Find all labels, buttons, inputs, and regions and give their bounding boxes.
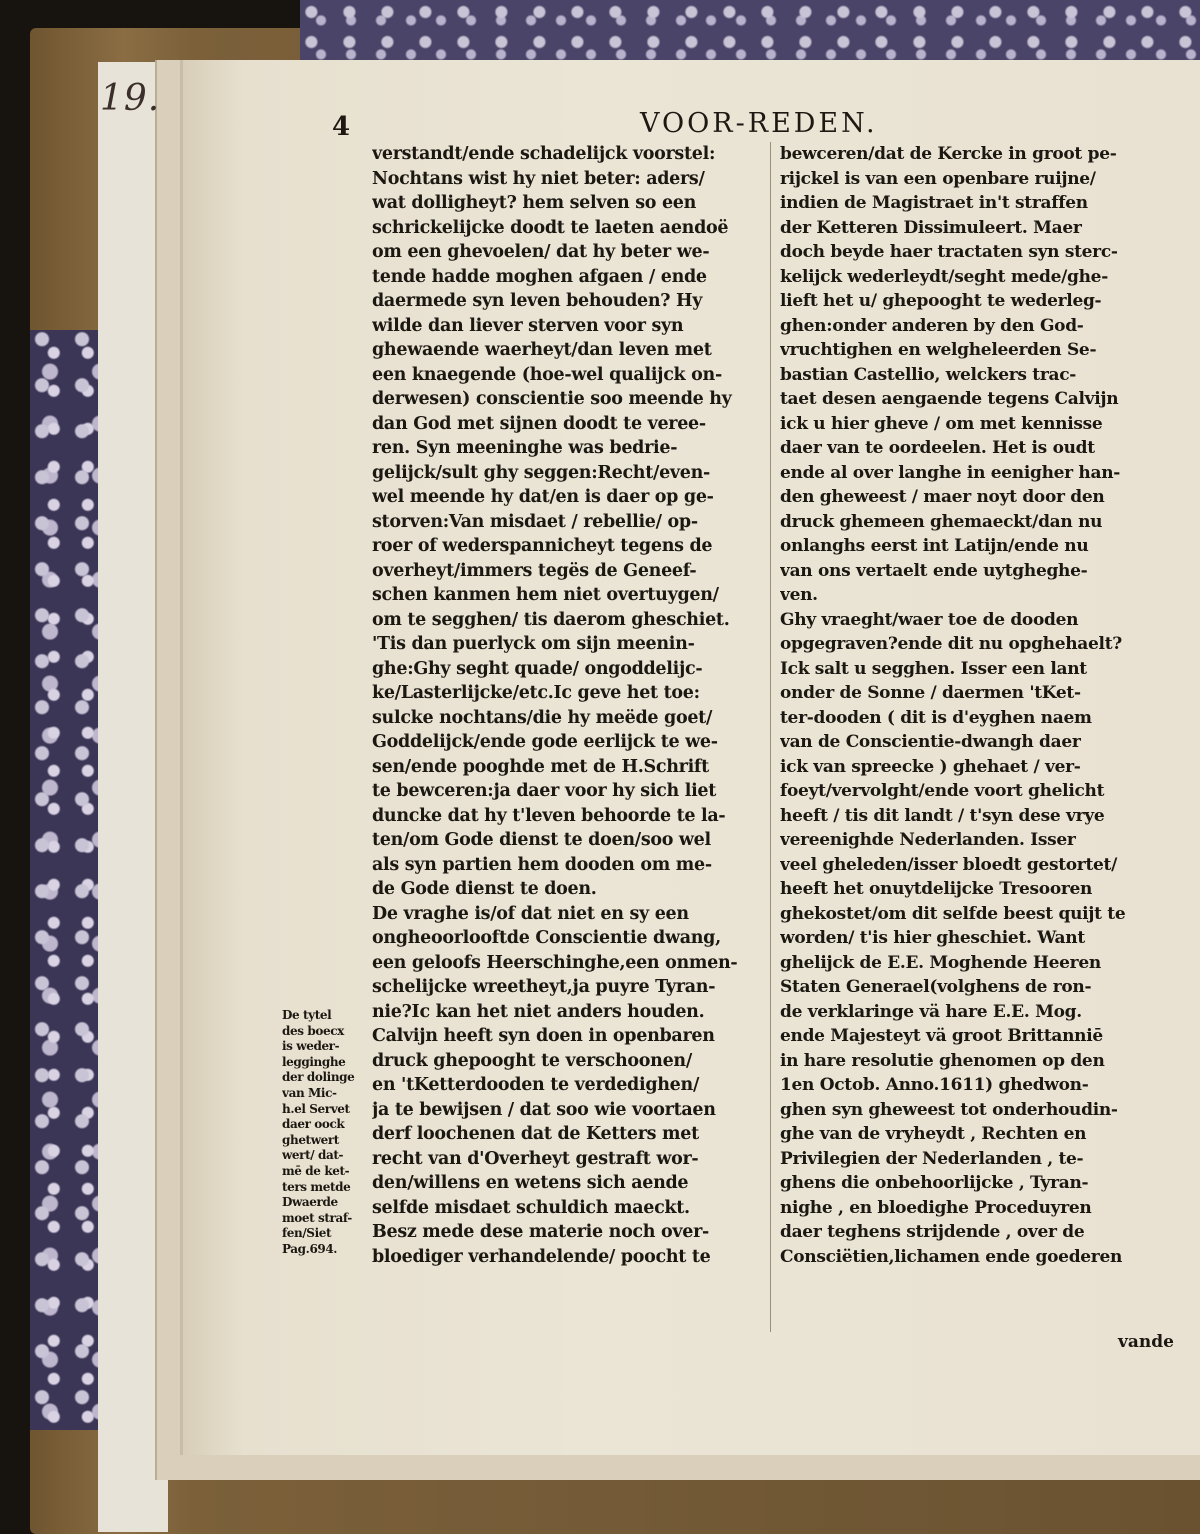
text-line: daermede syn leven behouden? Hy <box>372 291 703 311</box>
text-line: ter-dooden ( dit is d'eyghen naem <box>780 707 1092 728</box>
marginal-line: is weder- <box>282 1039 340 1054</box>
text-line: nie?Ic kan het niet anders houden. <box>372 1001 705 1022</box>
text-line: Ick salt u segghen. Isser een lant <box>780 658 1087 679</box>
text-line: ick u hier gheve / om met kennisse <box>780 413 1103 434</box>
text-line: vruchtighen en welgheleerden Se- <box>780 340 1097 360</box>
text-line: ongheoorlooftde Conscientie dwang, <box>372 928 721 948</box>
marginal-line: wert/ dat- <box>282 1148 344 1163</box>
text-line: sen/ende pooghde met de H.Schrift <box>372 756 709 777</box>
marginal-line: mē de ket- <box>282 1163 350 1178</box>
text-line: ick van spreecke ) ghehaet / ver- <box>780 756 1081 777</box>
text-line: ke/Lasterlijcke/etc.Ic geve het toe: <box>372 683 700 703</box>
text-line: vereenighde Nederlanden. Isser <box>780 830 1076 850</box>
right-column <box>780 142 1184 1269</box>
text-line: schelijcke wreetheyt,ja puyre Tyran- <box>372 977 716 997</box>
text-line: ende al over langhe in eenigher han- <box>780 462 1121 483</box>
text-line: heeft / tis dit landt / t'syn dese vrye <box>780 805 1105 826</box>
left-column <box>372 142 764 1269</box>
text-line: taet desen aengaende tegens Calvijn <box>780 389 1119 409</box>
text-line: ghewaende waerheyt/dan leven met <box>372 340 712 360</box>
text-line: Nochtans wist hy niet beter: aders/ <box>372 168 705 189</box>
text-line: worden/ t'is hier gheschiet. Want <box>780 928 1085 948</box>
text-line: de Gode dienst te doen. <box>372 879 597 899</box>
text-line: de verklaringe vä hare E.E. Mog. <box>780 1001 1082 1022</box>
text-line: derf loochenen dat de Ketters met <box>372 1124 699 1144</box>
text-line: kelijck wederleydt/seght mede/ghe- <box>780 266 1108 287</box>
text-line: verstandt/ende schadelijck voorstel: <box>372 144 716 164</box>
text-line: 1en Octob. Anno.1611) ghedwon- <box>780 1075 1089 1095</box>
text-line: ghelijck de E.E. Moghende Heeren <box>780 952 1101 973</box>
marbled-endpaper-side <box>30 330 100 1430</box>
page-number: 4 <box>332 112 351 142</box>
text-line: ren. Syn meeninghe was bedrie- <box>372 438 678 458</box>
text-line: derwesen) conscientie soo meende hy <box>372 389 732 409</box>
text-line: Besz mede dese materie noch over- <box>372 1222 709 1242</box>
text-line: druck ghemeen ghemaeckt/dan nu <box>780 511 1103 532</box>
text-line: rijckel is van een openbare ruijne/ <box>780 168 1096 189</box>
text-line: foeyt/vervolght/ende voort ghelicht <box>780 781 1105 801</box>
text-line: van ons vertaelt ende uytgheghe- <box>780 560 1088 581</box>
text-line: om een ghevoelen/ dat hy beter we- <box>372 242 710 262</box>
text-line: schen kanmen hem niet overtuygen/ <box>372 585 719 605</box>
text-line: Calvijn heeft syn doen in openbaren <box>372 1026 715 1046</box>
text-line: ghekostet/om dit selfde beest quijt te <box>780 903 1126 924</box>
marginal-line: van Mic- <box>282 1085 337 1100</box>
text-line: ghens die onbehoorlijcke , Tyran- <box>780 1173 1089 1193</box>
text-line: ven. <box>780 585 818 605</box>
text-line: ende Majesteyt vä groot Brittanniē <box>780 1026 1103 1046</box>
text-line: bastian Castellio, welckers trac- <box>780 364 1077 385</box>
marginal-line: ters metde <box>282 1179 351 1194</box>
text-line: duncke dat hy t'leven behoorde te la- <box>372 805 726 826</box>
text-line: ghen syn gheweest tot onderhoudin- <box>780 1099 1118 1120</box>
text-line: ja te bewijsen / dat soo wie voortaen <box>372 1099 716 1120</box>
text-line: tende hadde moghen afgaen / ende <box>372 266 707 287</box>
text-line: ghe:Ghy seght quade/ ongoddelijc- <box>372 658 703 679</box>
text-line: heeft het onuytdelijcke Tresooren <box>780 879 1093 899</box>
text-line: druck ghepooght te verschoonen/ <box>372 1050 692 1071</box>
text-line: wat dolligheyt? hem selven so een <box>372 193 697 213</box>
marginal-line: moet straf- <box>282 1210 352 1225</box>
text-line: bloediger verhandelende/ poocht te <box>372 1246 711 1267</box>
marginal-line: fen/Siet <box>282 1226 332 1241</box>
text-line: en 'tKetterdooden te verdedighen/ <box>372 1075 700 1095</box>
text-line: te bewceren:ja daer voor hy sich liet <box>372 781 717 801</box>
text-line: om te segghen/ tis daerom gheschiet. <box>372 609 730 630</box>
marginal-line: Dwaerde <box>282 1195 338 1210</box>
text-line: sulcke nochtans/die hy meëde goet/ <box>372 707 713 728</box>
text-line: opgegraven?ende dit nu opghehaelt? <box>780 634 1122 654</box>
text-line: Goddelijck/ende gode eerlijck te we- <box>372 732 718 752</box>
marginal-line: Pag.694. <box>282 1241 338 1256</box>
marginal-line: legginghe <box>282 1054 346 1069</box>
text-line: roer of wederspannicheyt tegens de <box>372 536 713 556</box>
column-rule <box>770 142 771 1332</box>
text-line: van de Conscientie-dwangh daer <box>780 732 1081 752</box>
running-head: VOOR-REDEN. <box>640 108 878 139</box>
text-line: indien de Magistraet in't straffen <box>780 193 1088 213</box>
text-line: 'Tis dan puerlyck om sijn meenin- <box>372 634 695 654</box>
text-line: storven:Van misdaet / rebellie/ op- <box>372 511 698 532</box>
marginal-line: ghetwert <box>282 1132 339 1147</box>
text-line: daer teghens strijdende , over de <box>780 1222 1085 1242</box>
text-line: gelijck/sult ghy seggen:Recht/even- <box>372 462 711 483</box>
text-line: doch beyde haer tractaten syn sterc- <box>780 242 1118 262</box>
marginal-line: der dolinge <box>282 1070 355 1085</box>
text-line: dan God met sijnen doodt te veree- <box>372 413 706 434</box>
text-line: Consciëtien,lichamen ende goederen <box>780 1246 1123 1267</box>
marginal-line: daer oock <box>282 1117 345 1132</box>
text-line: De vraghe is/of dat niet en sy een <box>372 903 689 924</box>
marginal-line: h.el Servet <box>282 1101 350 1116</box>
marginal-line: De tytel <box>282 1008 332 1022</box>
marginal-note <box>282 1008 374 1258</box>
text-line: wel meende hy dat/en is daer op ge- <box>372 487 714 507</box>
marbled-endpaper-top <box>300 0 1200 60</box>
marginal-line: des boecx <box>282 1023 344 1038</box>
text-line: ten/om Gode dienst te doen/soo wel <box>372 830 711 850</box>
text-line: den/willens en wetens sich aende <box>372 1173 689 1193</box>
text-line: daer van te oordeelen. Het is oudt <box>780 438 1095 458</box>
text-line: ghen:onder anderen by den God- <box>780 315 1084 336</box>
text-line: der Ketteren Dissimuleert. Maer <box>780 217 1082 238</box>
shelfmark: 19. <box>100 78 161 119</box>
text-line: onder de Sonne / daermen 'tKet- <box>780 683 1081 703</box>
text-line: nighe , en bloedighe Proceduyren <box>780 1197 1092 1218</box>
text-line: een knaegende (hoe-wel qualijck on- <box>372 364 722 385</box>
text-line: selfde misdaet schuldich maeckt. <box>372 1197 690 1218</box>
text-line: Privilegien der Nederlanden , te- <box>780 1148 1084 1169</box>
text-line: ghe van de vryheydt , Rechten en <box>780 1124 1087 1144</box>
text-line: in hare resolutie ghenomen op den <box>780 1050 1105 1071</box>
text-line: recht van d'Overheyt gestraft wor- <box>372 1148 699 1169</box>
text-line: een geloofs Heerschinghe,een onmen- <box>372 952 738 973</box>
text-line: als syn partien hem dooden om me- <box>372 854 712 875</box>
text-line: veel gheleden/isser bloedt gestortet/ <box>780 854 1117 875</box>
text-line: schrickelijcke doodt te laeten aendoë <box>372 217 729 238</box>
text-line: den gheweest / maer noyt door den <box>780 487 1105 507</box>
text-line: bewceren/dat de Kercke in groot pe- <box>780 144 1117 164</box>
text-line: lieft het u/ ghepooght te wederleg- <box>780 291 1102 311</box>
text-line: wilde dan liever sterven voor syn <box>372 315 684 336</box>
text-line: onlanghs eerst int Latijn/ende nu <box>780 536 1089 556</box>
text-line: Ghy vraeght/waer toe de dooden <box>780 609 1079 630</box>
text-line: overheyt/immers tegës de Geneef- <box>372 560 697 581</box>
text-line: Staten Generael(volghens de ron- <box>780 977 1092 997</box>
catchword: vande <box>1118 1332 1174 1352</box>
